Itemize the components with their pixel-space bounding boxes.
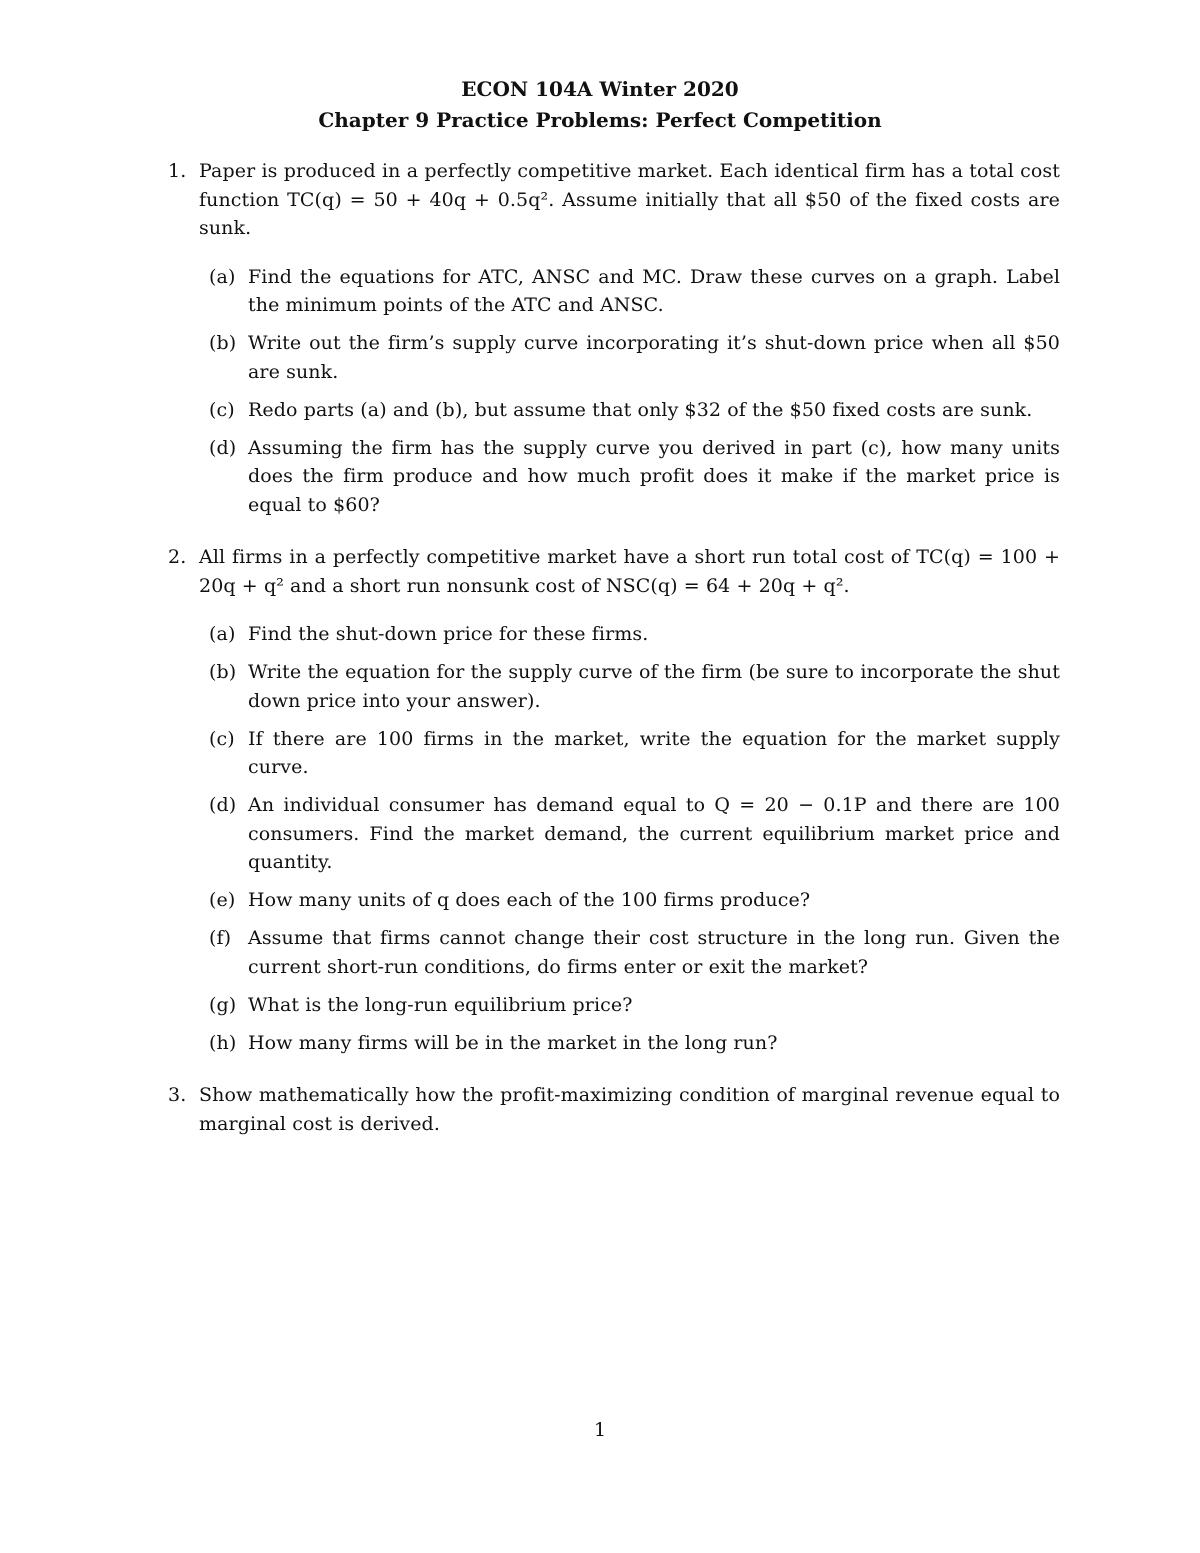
part-label: (b) — [209, 332, 237, 354]
problem-part — [199, 791, 1060, 877]
part-label: (g) — [209, 993, 237, 1016]
part-label: (c) — [209, 727, 235, 750]
part-label: (d) — [209, 794, 237, 816]
chapter-title: Chapter 9 Practice Problems: Perfect Competition — [318, 108, 882, 132]
page-number: 1 — [593, 1419, 607, 1441]
part-text: What is the long-run equilibrium price? — [248, 993, 633, 1016]
part-label: (a) — [209, 623, 236, 645]
problem-part — [199, 725, 1060, 782]
part-label: (c) — [209, 398, 235, 421]
part-label: (d) — [209, 436, 237, 459]
problem-list — [168, 157, 1060, 1162]
part-text: Find the equations for ATC, ANSC and MC. Draw these curves on a graph. Label the minimum points of the ATC and ANSC. — [248, 265, 1060, 316]
part-text: Write the equation for the supply curve of the firm (be sure to incorporate the shut down price into your answer). — [248, 661, 1060, 712]
problem-part — [199, 620, 1060, 649]
problem-1 — [168, 157, 1060, 519]
problem-part — [199, 434, 1060, 520]
problem-part — [199, 263, 1060, 320]
problem-parts — [199, 263, 1060, 520]
title-block — [0, 74, 1200, 136]
problem-part — [199, 396, 1060, 425]
part-label: (a) — [209, 265, 236, 288]
problem-part — [199, 991, 1060, 1020]
problem-number: 3. — [168, 1084, 187, 1106]
part-label: (h) — [209, 1031, 237, 1054]
part-text: Redo parts (a) and (b), but assume that only $32 of the $50 fixed costs are sunk. — [248, 398, 1033, 421]
part-label: (b) — [209, 661, 237, 683]
problem-number: 2. — [168, 546, 187, 568]
problem-text: All firms in a perfectly competitive market have a short run total cost of TC(q) = 100 + 20q + q² and a short run nonsunk cost of NSC(q) = 64 + 20q + q². — [199, 546, 1060, 597]
problem-text: Paper is produced in a perfectly competitive market. Each identical firm has a total cost function TC(q) = 50 + 40q + 0.5q². Assume initially that all $50 of the fixed costs are sunk. — [199, 160, 1060, 239]
problem-part — [199, 924, 1060, 981]
part-text: How many units of q does each of the 100 firms produce? — [248, 889, 811, 911]
part-text: How many firms will be in the market in the long run? — [248, 1031, 778, 1054]
part-text: Write out the firm’s supply curve incorporating it’s shut-down price when all $50 are sunk. — [248, 332, 1060, 383]
part-text: Assuming the firm has the supply curve you derived in part (c), how many units does the firm produce and how much profit does it make if the market price is equal to $60? — [248, 436, 1060, 516]
problem-2 — [168, 543, 1060, 1057]
problem-part — [199, 886, 1060, 915]
part-text: If there are 100 firms in the market, write the equation for the market supply curve. — [248, 727, 1060, 778]
part-label: (e) — [209, 889, 236, 911]
part-text: Find the shut-down price for these firms. — [248, 623, 649, 645]
part-text: An individual consumer has demand equal to Q = 20 − 0.1P and there are 100 consumers. Find the market demand, the current equilibrium market price and quantity. — [248, 794, 1060, 873]
problem-parts — [199, 620, 1060, 1057]
part-label: (f) — [209, 927, 232, 949]
part-text: Assume that firms cannot change their cost structure in the long run. Given the current short-run conditions, do firms enter or exit the market? — [248, 927, 1060, 978]
problem-part — [199, 329, 1060, 386]
problem-text: Show mathematically how the profit-maximizing condition of marginal revenue equal to marginal cost is derived. — [199, 1084, 1060, 1135]
problem-number: 1. — [168, 160, 187, 182]
course-title: ECON 104A Winter 2020 — [461, 77, 739, 101]
problem-3 — [168, 1081, 1060, 1138]
problem-part — [199, 1029, 1060, 1058]
problem-part — [199, 658, 1060, 715]
